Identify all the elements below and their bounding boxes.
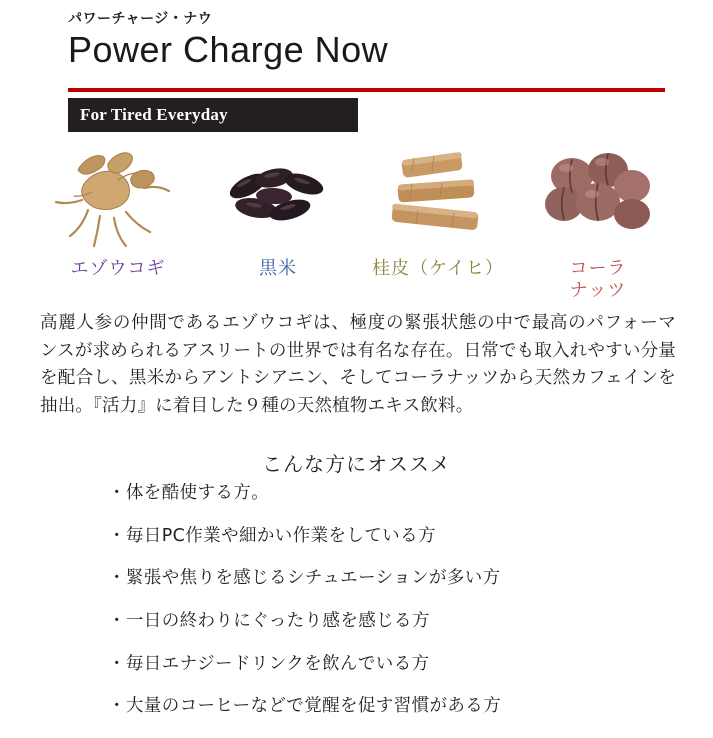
recommendation-heading: こんな方にオススメ bbox=[262, 452, 451, 476]
tagline-label: For Tired Everyday bbox=[80, 105, 228, 124]
black-rice-photo bbox=[208, 140, 348, 250]
description-paragraph: 高麗人参の仲間であるエゾウコギは、極度の緊張状態の中で最高のパフォーマンスが求められるアスリートの世界では有名な存在。日常でも取入れやすい分量を配合し、黒米からアントシアニン、そしてコーラナッツから天然カフェインを抽出。『活力』に着目した９種の天然植物エキス飲料。 bbox=[40, 313, 676, 416]
kola-nut-photo bbox=[528, 140, 668, 250]
list-item: ・緊張や焦りを感じるシチュエーションが多い方 bbox=[108, 568, 501, 589]
kana-title: パワーチャージ・ナウ bbox=[68, 11, 213, 27]
eleuthero-root-photo bbox=[48, 140, 188, 250]
ingredient-item-eleuthero bbox=[38, 140, 198, 280]
ingredient-label: 桂皮（ケイヒ） bbox=[372, 258, 504, 279]
list-item: ・体を酷使する方。 bbox=[108, 483, 270, 503]
ingredient-item-cinnamon bbox=[358, 140, 518, 280]
cinnamon-bark-photo bbox=[368, 140, 508, 250]
ingredient-label: エゾウコギ bbox=[70, 258, 166, 279]
list-item: ・一日の終わりにぐったり感を感じる方 bbox=[108, 610, 430, 631]
page-title: Power Charge Now bbox=[68, 29, 389, 71]
ingredient-label: 黒米 bbox=[259, 258, 297, 279]
ingredient-item-kola-nut bbox=[518, 140, 678, 301]
list-item: ・大量のコーヒーなどで覚醒を促す習慣がある方 bbox=[108, 696, 502, 717]
ingredient-label-line1: コーラ bbox=[569, 258, 627, 279]
list-item: ・毎日PC作業や細かい作業をしている方 bbox=[108, 525, 436, 546]
ingredient-item-black-rice bbox=[198, 140, 358, 280]
ingredient-row bbox=[38, 140, 678, 301]
ingredient-label bbox=[570, 258, 627, 301]
ingredient-label-line2: ナッツ bbox=[569, 279, 627, 301]
accent-rule bbox=[68, 88, 665, 92]
list-item: ・毎日エナジードリンクを飲んでいる方 bbox=[108, 653, 430, 674]
page-header bbox=[68, 12, 668, 71]
recommendation-list bbox=[108, 482, 668, 738]
